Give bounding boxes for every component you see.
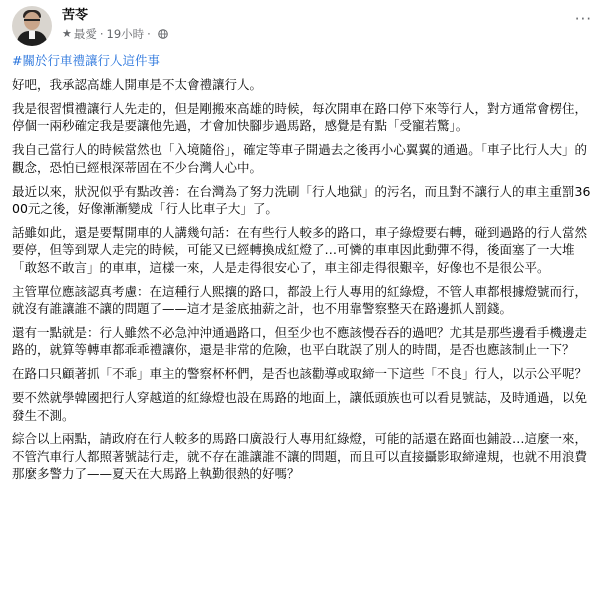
post-meta xyxy=(62,6,168,42)
post-header xyxy=(12,6,594,50)
post-paragraph: 最近以來，狀況似乎有點改善：在台灣為了努力洗刷「行人地獄」的污名，而且對不讓行人的車主重罰3600元之後，好像漸漸變成「行人比車子大」了。 xyxy=(12,183,591,216)
post-paragraph: 主管單位應該認真考慮：在這種行人熙攘的路口，都設上行人專用的紅綠燈，不管人車都根據燈號而行，就沒有誰讓誰不讓的問題了——這才是釜底抽薪之計，也不用靠警察整天在路邊抓人罰錢。 xyxy=(12,283,588,316)
post-timestamp[interactable]: 19小時 xyxy=(106,27,145,41)
separator-dot: · xyxy=(99,27,104,41)
avatar-collar xyxy=(29,31,35,39)
star-icon: ★ xyxy=(62,27,72,40)
avatar-glasses xyxy=(24,19,40,25)
post-hashtag[interactable]: #關於行車禮讓行人這件事 xyxy=(12,53,160,68)
post-paragraph: 話雖如此，還是要幫開車的人講幾句話：在有些行人較多的路口，車子綠燈要右轉，碰到過路的行人當然要停，但等到眾人走完的時候，可能又已經轉換成紅燈了…可憐的車車因此動彈不得，後面塞了一大堆「敢怒不敢言」的車車，這樣一來，人是走得很安心了，車主卻走得很艱辛，好像也不是很公平。 xyxy=(12,224,588,275)
post-paragraph: 好吧，我承認高雄人開車是不太會禮讓行人。 xyxy=(12,77,263,92)
more-options-icon[interactable]: ··· xyxy=(574,10,592,28)
author-avatar[interactable] xyxy=(12,6,52,46)
favorite-badge: 最愛 xyxy=(73,27,97,41)
post-paragraph: 還有一點就是：行人雖然不必急沖沖通過路口，但至少也不應該慢吞吞的過吧？尤其是那些邊看手機邊走路的，就算等轉車都乖乖禮讓你，還是非常的危險，也平白耽誤了別人的時間，是否也應該制止一下？ xyxy=(12,324,588,358)
post-paragraph: 要不然就學韓國把行人穿越道的紅綠燈也設在馬路的地面上，讓低頭族也可以看見號誌，及時通過，以免發生不測。 xyxy=(12,390,588,423)
globe-icon[interactable] xyxy=(158,29,168,39)
post-body xyxy=(12,76,594,483)
post-paragraph: 我是很習慣禮讓行人先走的，但是剛搬來高雄的時候，每次開車在路口停下來等行人，對方通常會楞住，停個一兩秒確定我是要讓他先過，才會加快腳步過馬路，感覺是有點「受寵若驚」。 xyxy=(12,100,588,134)
post-paragraph: 綜合以上兩點，請政府在行人較多的馬路口廣設行人專用紅綠燈，可能的話還在路面也鋪設…這麼一來，不管汽車行人都照著號誌行走，就不存在誰讓誰不讓的問題，而且可以直接攝影取締違規，也就不用浪費那麼多警力了——夏天在大馬路上執勤很熱的好嗎？ xyxy=(12,431,588,482)
post-paragraph: 我自己當行人的時候當然也「入境隨俗」，確定等車子開過去之後再小心翼翼的通過。「車子比行人大」的觀念，恐怕已經根深蒂固在不少台灣人心中。 xyxy=(12,142,588,175)
author-name[interactable]: 苦苓 xyxy=(62,8,89,23)
separator-dot: · xyxy=(147,27,151,41)
post-paragraph: 在路口只顧著抓「不乖」車主的警察杯杯們，是否也該勸導或取締一下這些「不良」行人，以示公平呢？ xyxy=(12,366,588,382)
post-subline xyxy=(62,26,168,42)
